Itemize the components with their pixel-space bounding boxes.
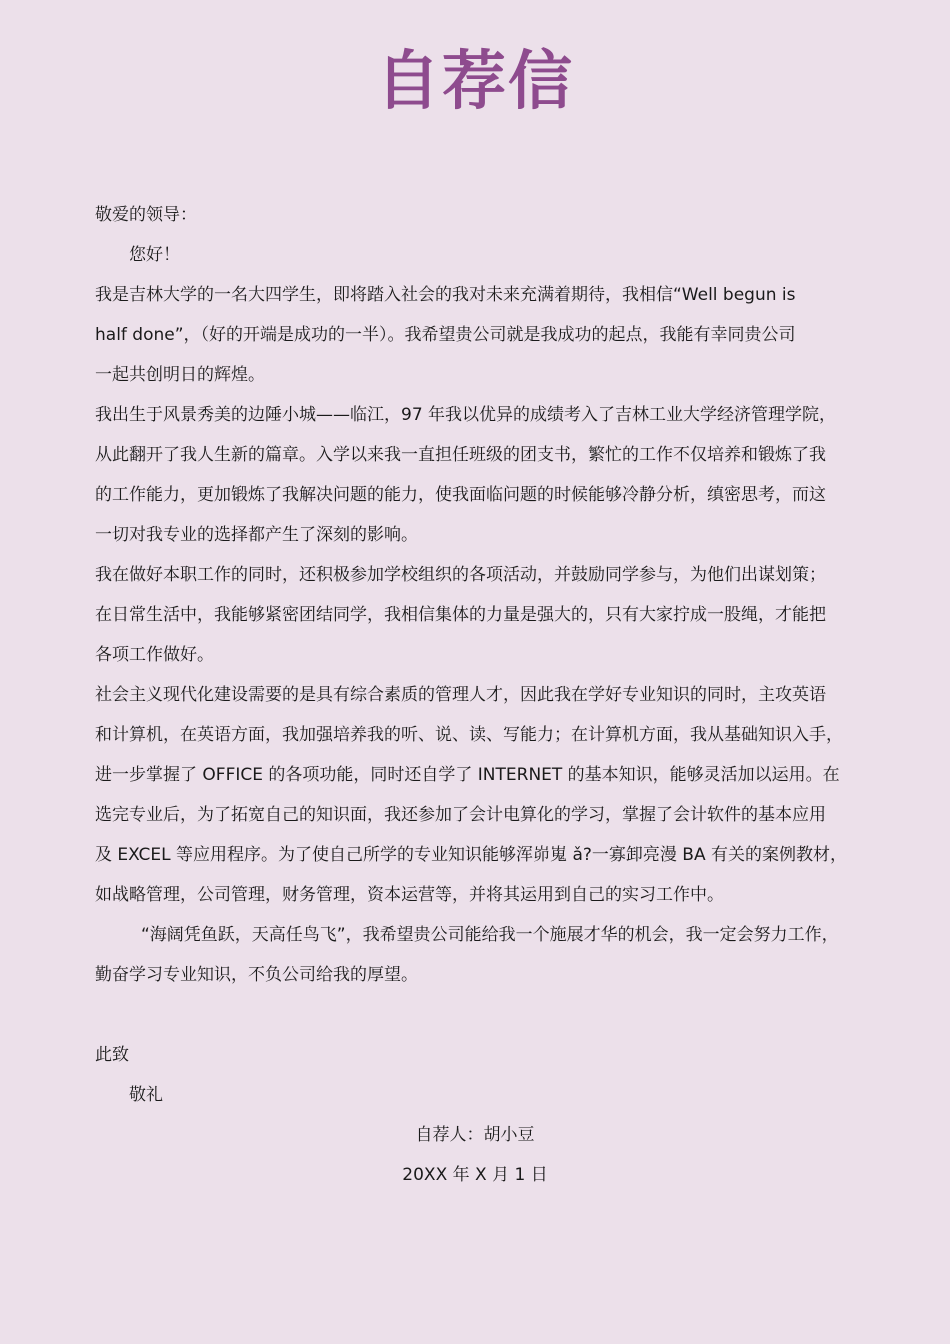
paragraph-4-line-6: 如战略管理，公司管理，财务管理，资本运营等，并将其运用到自己的实习工作中。 xyxy=(95,885,724,905)
paragraph-4-line-3: 进一步掌握了 OFFICE 的各项功能，同时还自学了 INTERNET 的基本知识，能够灵活加以运用。在 xyxy=(95,765,840,785)
signature-date: 20XX 年 X 月 1 日 xyxy=(402,1165,548,1185)
salutation: 敬爱的领导： xyxy=(95,205,197,225)
paragraph-3-line-1: 我在做好本职工作的同时，还积极参加学校组织的各项活动，并鼓励同学参与，为他们出谋划策； xyxy=(95,565,826,585)
paragraph-2-line-2: 从此翻开了我人生新的篇章。入学以来我一直担任班级的团支书，繁忙的工作不仅培养和锻炼了我 xyxy=(95,445,826,465)
paragraph-1-line-1: 我是吉林大学的一名大四学生，即将踏入社会的我对未来充满着期待，我相信“Well begun is xyxy=(95,285,796,305)
paragraph-1-line-3: 一起共创明日的辉煌。 xyxy=(95,365,265,385)
paragraph-2-line-4: 一切对我专业的选择都产生了深刻的影响。 xyxy=(95,525,418,545)
paragraph-1-line-2: half done”，（好的开端是成功的一半）。我希望贵公司就是我成功的起点，我能有幸同贵公司 xyxy=(95,325,796,345)
paragraph-2-line-1: 我出生于风景秀美的边陲小城——临江，97 年我以优异的成绩考入了吉林工业大学经济管理学院， xyxy=(95,405,837,425)
closing-jing-li: 敬礼 xyxy=(129,1085,163,1105)
paragraph-3-line-3: 各项工作做好。 xyxy=(95,645,214,665)
paragraph-2-line-3: 的工作能力，更加锻炼了我解决问题的能力，使我面临问题的时候能够冷静分析，缜密思考，而这 xyxy=(95,485,826,505)
closing-paragraph-line-1: “海阔凭鱼跃，天高任鸟飞”，我希望贵公司能给我一个施展才华的机会，我一定会努力工作， xyxy=(141,925,839,945)
spacer xyxy=(95,995,865,1035)
signature-author: 自荐人：胡小豆 xyxy=(415,1125,535,1145)
closing-paragraph-line-2: 勤奋学习专业知识，不负公司给我的厚望。 xyxy=(95,965,418,985)
letter-title: 自荐信 xyxy=(376,45,574,119)
greeting: 您好！ xyxy=(129,245,180,265)
paragraph-3-line-2: 在日常生活中，我能够紧密团结同学，我相信集体的力量是强大的，只有大家拧成一股绳，才能把 xyxy=(95,605,826,625)
paragraph-4-line-1: 社会主义现代化建设需要的是具有综合素质的管理人才，因此我在学好专业知识的同时，主攻英语 xyxy=(95,685,826,705)
paragraph-4-line-5: 及 EXCEL 等应用程序。为了使自己所学的专业知识能够浑峁嵬 ǎ?一寡卸亮漫 BA 有关的案例教材， xyxy=(95,845,847,865)
letter-body xyxy=(95,195,865,1195)
paragraph-4-line-2: 和计算机，在英语方面，我加强培养我的听、说、读、写能力；在计算机方面，我从基础知识入手， xyxy=(95,725,843,745)
paragraph-4-line-4: 选完专业后，为了拓宽自己的知识面，我还参加了会计电算化的学习，掌握了会计软件的基本应用 xyxy=(95,805,826,825)
closing-ci-zhi: 此致 xyxy=(95,1045,129,1065)
